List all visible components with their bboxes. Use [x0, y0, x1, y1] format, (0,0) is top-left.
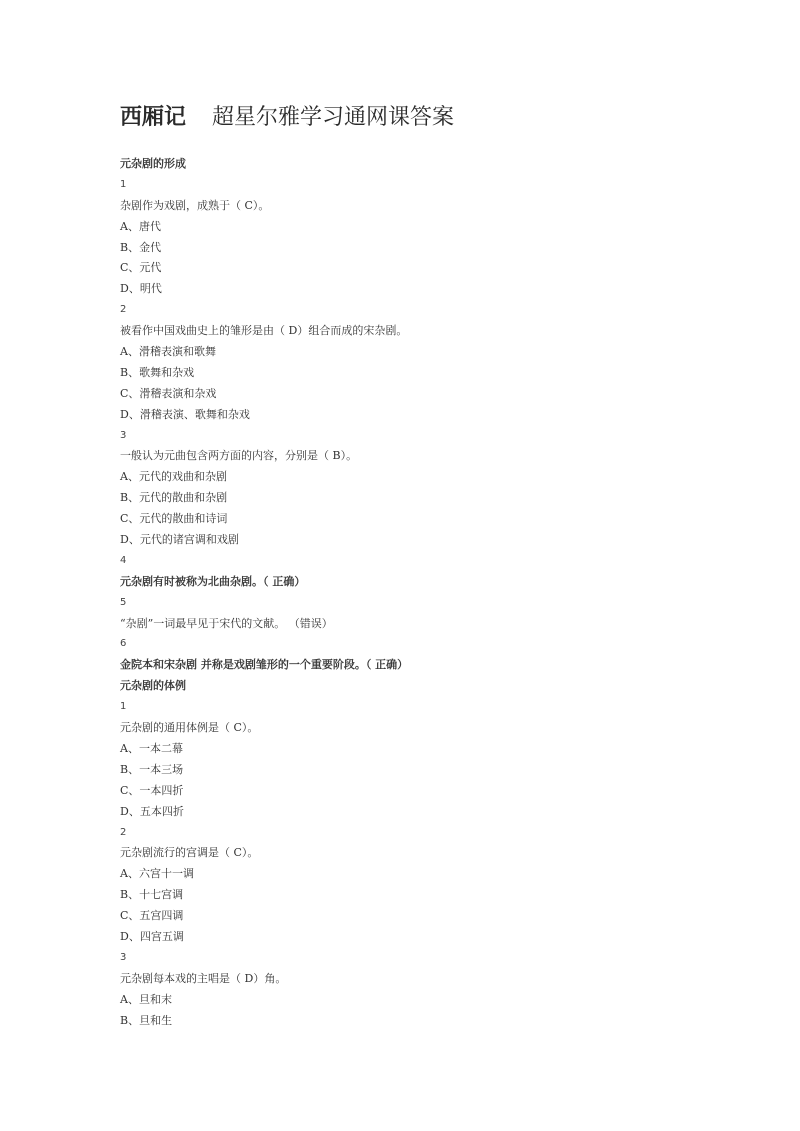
- question-number: 6: [120, 638, 127, 650]
- question-number: 3: [120, 951, 127, 963]
- answer-option: C、五宫四调: [120, 909, 184, 923]
- answer-option: B、歌舞和杂戏: [120, 365, 195, 379]
- question-text: 被看作中国戏曲史上的雏形是由（ D）组合而成的宋杂剧。: [120, 324, 408, 338]
- question-text: 一般认为元曲包含两方面的内容，分别是（ B）。: [120, 449, 358, 463]
- question-text: 元杂剧有时被称为北曲杂剧。（ 正确）: [120, 574, 306, 588]
- title-main: 西厢记: [120, 105, 187, 130]
- title-sub: 超星尔雅学习通网课答案: [212, 105, 455, 130]
- section-heading: 元杂剧的形成: [120, 157, 186, 170]
- answer-option: D、元代的诸宫调和戏剧: [120, 533, 239, 547]
- answer-option: B、元代的散曲和杂剧: [120, 491, 228, 505]
- question-text: “杂剧”一词最早见于宋代的文献。 （错误）: [120, 616, 333, 630]
- question-number: 2: [120, 304, 127, 316]
- answer-option: A、旦和末: [120, 992, 172, 1006]
- question-number: 3: [120, 429, 127, 441]
- answer-option: C、元代: [120, 261, 162, 275]
- answer-option: D、四宫五调: [120, 929, 184, 943]
- question-number: 4: [120, 554, 127, 566]
- answer-option: C、元代的散曲和诗词: [120, 512, 228, 526]
- question-text: 元杂剧每本戏的主唱是（ D）角。: [120, 971, 287, 985]
- document-page: [120, 100, 720, 1031]
- section-heading: 元杂剧的体例: [120, 679, 186, 693]
- document-title: [120, 100, 720, 136]
- question-number: 1: [120, 701, 127, 713]
- question-text: 元杂剧的通用体例是（ C）。: [120, 721, 259, 735]
- answer-option: B、一本三场: [120, 762, 184, 776]
- answer-option: A、六宫十一调: [120, 867, 194, 881]
- answer-option: C、滑稽表演和杂戏: [120, 386, 217, 400]
- answer-option: A、唐代: [120, 219, 161, 233]
- question-number: 5: [120, 596, 127, 608]
- question-text: 杂剧作为戏剧，成熟于（ C）。: [120, 198, 270, 212]
- question-number: 2: [120, 826, 127, 838]
- answer-option: D、五本四折: [120, 804, 184, 818]
- question-number: 1: [120, 178, 127, 190]
- answer-option: C、一本四折: [120, 783, 184, 797]
- answer-option: B、十七宫调: [120, 888, 184, 902]
- question-text: 元杂剧流行的宫调是（ C）。: [120, 846, 259, 860]
- answer-option: B、旦和生: [120, 1013, 173, 1027]
- answer-option: A、一本二幕: [120, 741, 183, 755]
- answer-option: A、元代的戏曲和杂剧: [120, 470, 227, 484]
- answer-option: D、明代: [120, 282, 162, 296]
- answer-option: B、金代: [120, 240, 162, 254]
- answer-option: A、滑稽表演和歌舞: [120, 345, 216, 359]
- question-text: 金院本和宋杂剧 并称是戏剧雏形的一个重要阶段。（ 正确）: [120, 658, 409, 672]
- document-body: [120, 154, 720, 1031]
- answer-option: D、滑稽表演、歌舞和杂戏: [120, 407, 250, 421]
